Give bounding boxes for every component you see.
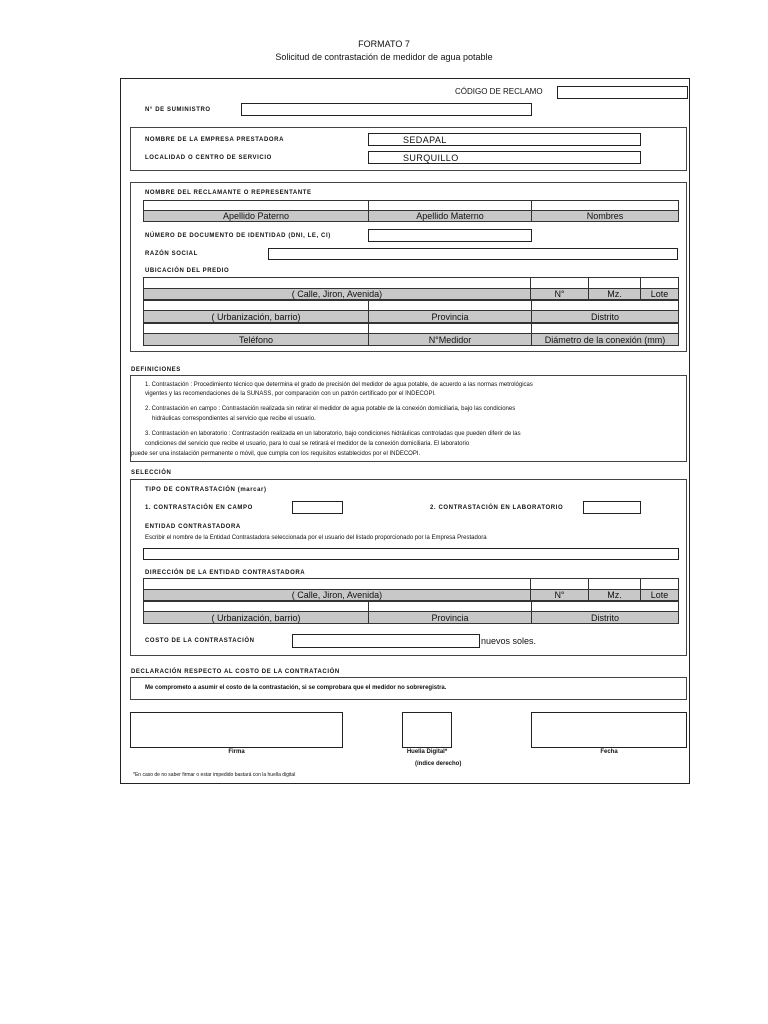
definicion-2-line-2: hidráulicas correspondientes al servicio que recibe el usuario. (152, 416, 316, 422)
entidad-mz-header: Mz. (588, 589, 641, 601)
costo-suffix: nuevos soles. (481, 636, 537, 646)
suministro-field[interactable] (241, 103, 532, 116)
entidad-lote-header: Lote (640, 589, 679, 601)
definicion-2-line-1: 2. Contrastación en campo : Contrastación realizada sin retirar el medidor de agua potable de la conexión domiciliaria, bajo las condiciones (145, 406, 516, 412)
huella-box[interactable] (402, 712, 452, 748)
documento-label: NÚMERO DE DOCUMENTO DE IDENTIDAD (DNI, LE, CI) (145, 233, 331, 239)
fecha-box[interactable] (531, 712, 687, 748)
entidad-urbanizacion-header: ( Urbanización, barrio) (143, 611, 369, 624)
entidad-provincia-header: Provincia (368, 611, 532, 624)
codigo-reclamo-field[interactable] (557, 86, 688, 99)
mz-header: Mz. (588, 288, 641, 300)
entidad-field[interactable] (143, 548, 679, 560)
definicion-3-line-1: 3. Contrastación en laboratorio : Contrastación realizada en un laboratorio, bajo condiciones hidráulicas controladas que pueden diferir de las (145, 431, 521, 437)
definicion-1-line-1: 1. Contrastación : Procedimiento técnico que determina el grado de precisión del medidor de agua potable, de acuerdo a las normas metrológicas (145, 382, 533, 388)
huella-label: Huella Digital* (406, 749, 448, 755)
urbanizacion-header: ( Urbanización, barrio) (143, 310, 369, 323)
ubicacion-label: UBICACIÓN DEL PREDIO (145, 268, 230, 274)
distrito-header: Distrito (531, 310, 679, 323)
localidad-label: LOCALIDAD O CENTRO DE SERVICIO (145, 155, 272, 161)
documento-field[interactable] (368, 229, 532, 242)
fecha-label: Fecha (600, 749, 618, 755)
diametro-header: Diámetro de la conexión (mm) (531, 333, 679, 346)
declaracion-label: DECLARACIÓN RESPECTO AL COSTO DE LA CONTRATACIÓN (131, 669, 340, 675)
lote-header: Lote (640, 288, 679, 300)
tipo-contrastacion-label: TIPO DE CONTRASTACIÓN (marcar) (145, 487, 267, 493)
direccion-entidad-label: DIRECCIÓN DE LA ENTIDAD CONTRASTADORA (145, 570, 306, 576)
form-title: Solicitud de contrastación de medidor de agua potable (275, 52, 493, 62)
empresa-nombre-label: NOMBRE DE LA EMPRESA PRESTADORA (145, 137, 285, 143)
razon-social-label: RAZÓN SOCIAL (145, 251, 198, 257)
definicion-3-line-3: puede ser una instalación permanente o móvil, que cumpla con los requisitos establecidos por el INDECOPI. (131, 451, 421, 457)
costo-field[interactable] (292, 634, 480, 648)
calle-header: ( Calle, Jiron, Avenida) (143, 288, 531, 300)
firma-label: Firma (228, 749, 245, 755)
laboratorio-checkbox[interactable] (583, 501, 641, 514)
form-number: FORMATO 7 (358, 39, 410, 49)
costo-label: COSTO DE LA CONTRASTACIÓN (145, 638, 255, 644)
entidad-help: Escribir el nombre de la Entidad Contrastadora seleccionada por el usuario del listado proporcionado por la Empresa Prestadora (145, 535, 487, 541)
firma-box[interactable] (130, 712, 343, 748)
entidad-calle-header: ( Calle, Jiron, Avenida) (143, 589, 531, 601)
footnote: *En caso de no saber firmar o estar impedido bastará con la huella digital (133, 772, 296, 778)
provincia-header: Provincia (368, 310, 532, 323)
seleccion-label: SELECCIÓN (131, 470, 172, 476)
entidad-distrito-header: Distrito (531, 611, 679, 624)
localidad-field[interactable]: SURQUILLO (368, 151, 641, 164)
reclamante-label: NOMBRE DEL RECLAMANTE O REPRESENTANTE (145, 190, 312, 196)
apellido-materno-header: Apellido Materno (368, 210, 532, 222)
suministro-label: N° DE SUMINISTRO (145, 107, 211, 113)
empresa-nombre-field[interactable]: SEDAPAL (368, 133, 641, 146)
definiciones-label: DEFINICIONES (131, 367, 181, 373)
codigo-reclamo-label: CÓDIGO DE RECLAMO (455, 87, 543, 96)
definicion-3-line-2: condiciones del servicio que recibe el usuario, para lo cual se retirará el medidor de la conexión domiciliaria. El laboratorio (145, 441, 470, 447)
declaracion-text: Me comprometo a asumir el costo de la contrastación, si se comprobara que el medidor no sobreregistra. (145, 685, 447, 691)
apellido-paterno-header: Apellido Paterno (143, 210, 369, 222)
huella-sublabel: (índice derecho) (415, 761, 462, 767)
campo-checkbox[interactable] (292, 501, 343, 514)
medidor-header: N°Medidor (368, 333, 532, 346)
nombres-header: Nombres (531, 210, 679, 222)
definicion-1-line-2: vigentes y las recomendaciones de la SUNASS, por comparación con un patrón certificado por el INDECOPI. (145, 391, 436, 397)
entidad-label: ENTIDAD CONTRASTADORA (145, 524, 241, 530)
laboratorio-label: 2. CONTRASTACIÓN EN LABORATORIO (430, 505, 564, 511)
numero-header: N° (530, 288, 589, 300)
campo-label: 1. CONTRASTACIÓN EN CAMPO (145, 505, 253, 511)
entidad-numero-header: N° (530, 589, 589, 601)
telefono-header: Teléfono (143, 333, 369, 346)
razon-social-field[interactable] (268, 248, 678, 260)
